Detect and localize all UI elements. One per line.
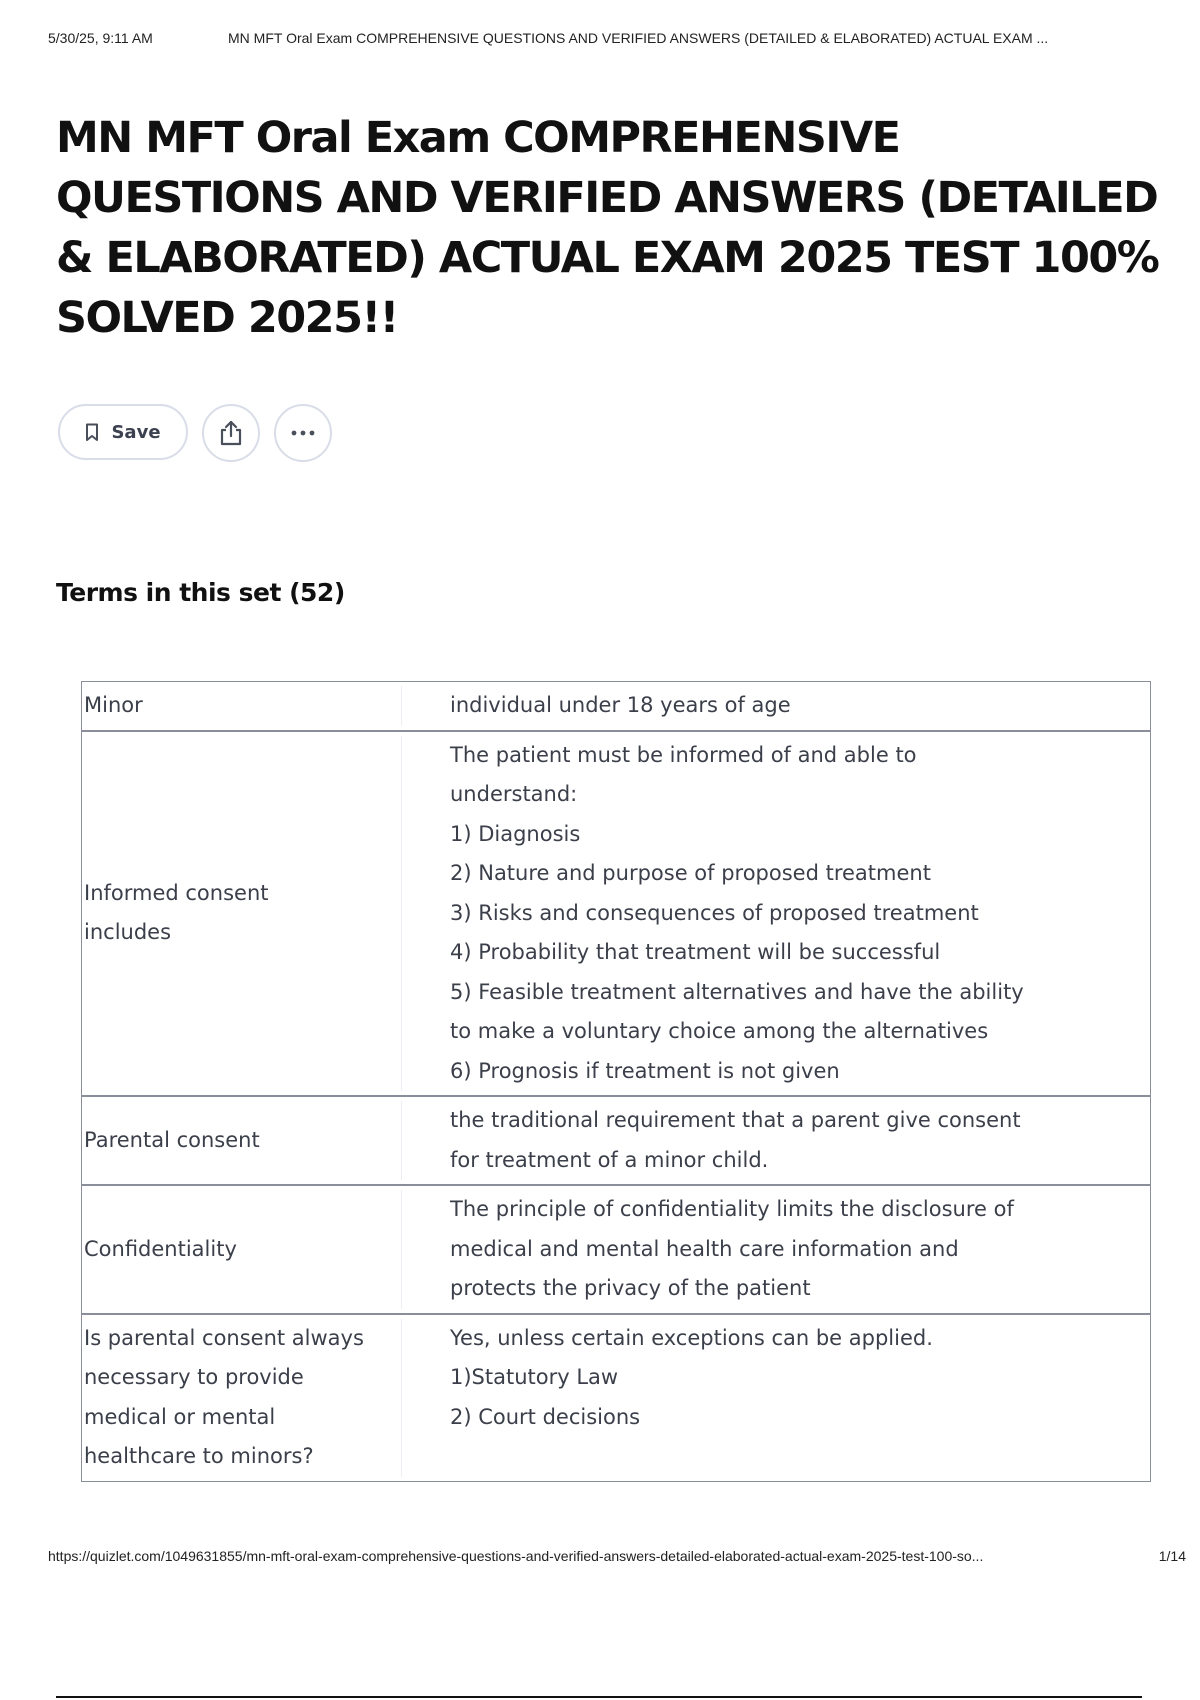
term-row: [82, 1184, 1150, 1313]
definition-line: 2) Nature and purpose of proposed treatment: [450, 861, 931, 885]
print-footer: [48, 1548, 1186, 1568]
print-doc-title: MN MFT Oral Exam COMPREHENSIVE QUESTIONS AND VERIFIED ANSWERS (DETAILED & ELABORATED) ACTUAL EXAM ...: [228, 30, 1049, 46]
term-cell: [82, 1319, 402, 1477]
definition-line: 4) Probability that treatment will be successful: [450, 940, 941, 964]
term-cell: [82, 736, 402, 1092]
term-row: [82, 682, 1150, 730]
save-button[interactable]: [58, 404, 188, 460]
term-line: Minor: [84, 693, 143, 717]
definition-cell: [402, 736, 1150, 1092]
definition-line: for treatment of a minor child.: [450, 1147, 769, 1172]
bookmark-icon: [85, 423, 99, 442]
term-text: [84, 1121, 260, 1161]
definition-cell: [402, 1190, 1150, 1309]
print-url: https://quizlet.com/1049631855/mn-mft-oral-exam-comprehensive-questions-and-verified-answers-detailed-elaborated-actual-exam-2025-test-100-so...: [48, 1548, 984, 1564]
term-text: [84, 1230, 237, 1270]
definition-line: 1) Diagnosis: [450, 821, 581, 846]
term-row: [82, 1095, 1150, 1184]
terms-table: [81, 681, 1151, 1482]
title-line: SOLVED 2025!!: [56, 293, 398, 343]
more-button[interactable]: [274, 404, 332, 462]
terms-heading: Terms in this set (52): [56, 578, 345, 607]
definition-line: Yes, unless certain exceptions can be applied.: [450, 1325, 933, 1350]
term-cell: [82, 1101, 402, 1180]
definition-line: 5) Feasible treatment alternatives and have the ability: [450, 979, 1024, 1004]
term-text: [84, 686, 143, 726]
definition-line: to make a voluntary choice among the alternatives: [450, 1019, 989, 1043]
term-text: [84, 1319, 364, 1477]
definition-line: medical and mental health care information and: [450, 1236, 959, 1261]
share-icon: [218, 419, 244, 447]
definition-line: understand:: [450, 782, 578, 806]
term-line: Is parental consent always: [84, 1325, 364, 1350]
term-line: includes: [84, 920, 172, 945]
definition-line: The principle of confidentiality limits the disclosure of: [450, 1197, 1014, 1221]
term-line: healthcare to minors?: [84, 1444, 314, 1468]
definition-line: 2) Court decisions: [450, 1404, 641, 1429]
term-line: necessary to provide: [84, 1365, 304, 1389]
title-line: MN MFT Oral Exam COMPREHENSIVE: [56, 113, 900, 163]
definition-line: 6) Prognosis if treatment is not given: [450, 1058, 840, 1083]
page-divider: [56, 1696, 1142, 1698]
definition-cell: [402, 1319, 1150, 1438]
definition-line: 1)Statutory Law: [450, 1365, 619, 1389]
action-bar: [58, 404, 332, 462]
definition-line: 3) Risks and consequences of proposed treatment: [450, 900, 979, 925]
definition-cell: [402, 686, 1150, 726]
definition-line: The patient must be informed of and able to: [450, 742, 917, 767]
definition-line: the traditional requirement that a parent give consent: [450, 1108, 1021, 1132]
title-line: QUESTIONS AND VERIFIED ANSWERS (DETAILED: [56, 173, 1158, 223]
term-row: [82, 1313, 1150, 1481]
term-text: [84, 874, 269, 953]
print-header: [48, 30, 1176, 50]
term-row: [82, 730, 1150, 1096]
page-number: 1/14: [1158, 1548, 1186, 1564]
save-label: Save: [111, 421, 161, 443]
definition-line: individual under 18 years of age: [450, 693, 791, 717]
title-line: & ELABORATED) ACTUAL EXAM 2025 TEST 100%: [56, 233, 1159, 283]
definition-cell: [402, 1101, 1150, 1180]
share-button[interactable]: [202, 404, 260, 462]
term-cell: [82, 1190, 402, 1309]
print-timestamp: 5/30/25, 9:11 AM: [48, 30, 153, 46]
term-cell: [82, 686, 402, 726]
term-line: Informed consent: [84, 880, 269, 905]
term-line: Confidentiality: [84, 1236, 237, 1261]
page-title: [56, 108, 1166, 348]
term-line: medical or mental: [84, 1404, 276, 1429]
more-icon: [289, 429, 317, 437]
term-line: Parental consent: [84, 1127, 260, 1152]
definition-line: protects the privacy of the patient: [450, 1276, 811, 1300]
